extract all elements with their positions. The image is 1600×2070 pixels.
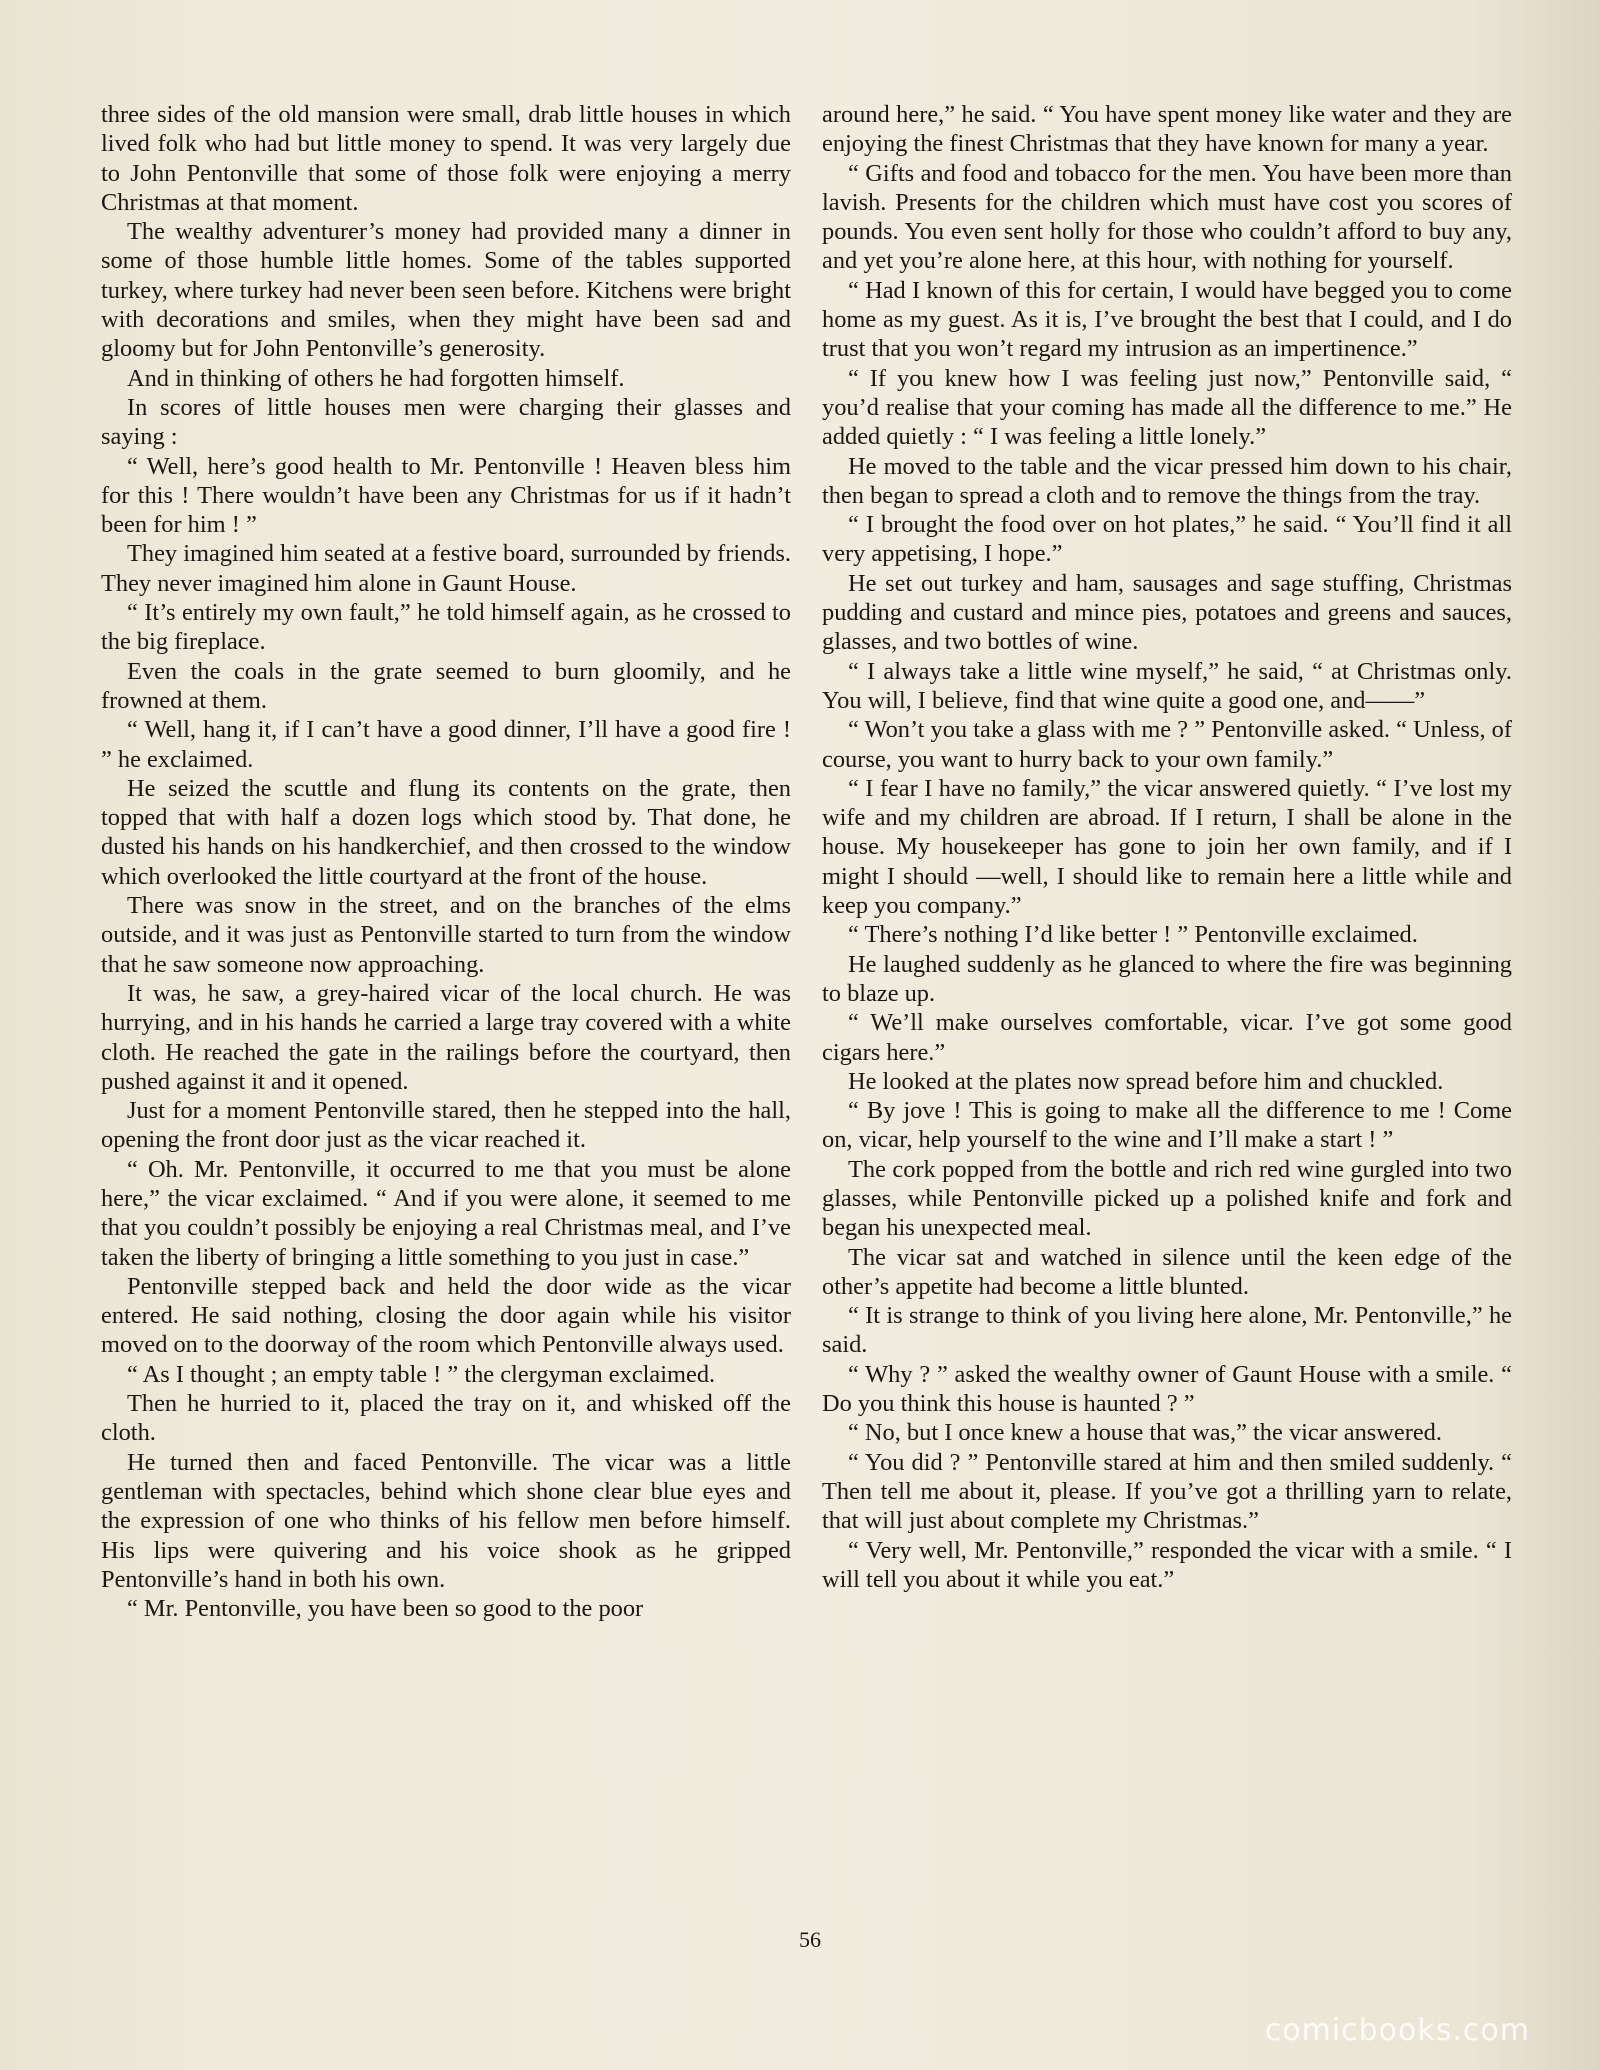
paragraph: Even the coals in the grate seemed to burn gloomily, and he frowned at them. — [101, 657, 791, 714]
paragraph: “ Why ? ” asked the wealthy owner of Gaunt House with a smile. “ Do you think this house is haunted ? ” — [822, 1360, 1512, 1418]
watermark: comicbooks.com — [1264, 2013, 1530, 2048]
paragraph: “ If you knew how I was feeling just now,” Pentonville said, “ you’d realise that your coming has made all the difference to me.” He added quietly : “ I was feeling a little lonely.” — [822, 364, 1512, 451]
paragraph: “ Had I known of this for certain, I would have begged you to come home as my guest. As it is, I’ve brought the best that I could, and I do trust that you won’t regard my intrusion as an impertinence.” — [822, 276, 1512, 363]
paragraph: He looked at the plates now spread before him and chuckled. — [848, 1067, 1444, 1095]
paragraph: It was, he saw, a grey-haired vicar of the local church. He was hurrying, and in his hands he carried a large tray covered with a white cloth. He reached the gate in the railings before the courtyard, then pushed against it and it opened. — [101, 979, 791, 1095]
paragraph: “ Very well, Mr. Pentonville,” responded the vicar with a smile. “ I will tell you about it while you eat.” — [822, 1536, 1512, 1593]
paragraph: “ By jove ! This is going to make all the difference to me ! Come on, vicar, help yourself to the wine and I’ll make a start ! ” — [822, 1097, 1512, 1154]
paragraph: The wealthy adventurer’s money had provided many a dinner in some of those humble little homes. Some of the tables supported turkey, where turkey had never been seen before. Kitchens were bright with decorations and smiles, when they might have been sad and gloomy but for John Pentonville’s generosity. — [101, 218, 791, 363]
paragraph: around here,” he said. “ You have spent money like water and they are enjoying the finest Christmas that they have known for many a year. — [822, 101, 1512, 158]
paragraph: “ Gifts and food and tobacco for the men. You have been more than lavish. Presents for the children which must have cost you scores of pounds. You even sent holly for those who couldn’t afford to buy any, and yet you’re alone here, at this hour, with nothing for yourself. — [822, 159, 1512, 275]
right-text-column — [822, 100, 1512, 1594]
paragraph: They imagined him seated at a festive board, surrounded by friends. They never imagined him alone in Gaunt House. — [101, 540, 791, 597]
paragraph: He set out turkey and ham, sausages and sage stuffing, Christmas pudding and custard and mince pies, potatoes and greens and sauces, glasses, and two bottles of wine. — [822, 569, 1512, 656]
paragraph: three sides of the old mansion were small, drab little houses in which lived folk who had but little money to spend. It was very largely due to John Pentonville that some of those folk were enjoying a merry Christmas at that moment. — [101, 101, 791, 216]
paragraph: The vicar sat and watched in silence until the keen edge of the other’s appetite had become a little blunted. — [822, 1243, 1512, 1300]
paragraph: “ There’s nothing I’d like better ! ” Pentonville exclaimed. — [848, 921, 1418, 949]
paragraph: The cork popped from the bottle and rich red wine gurgled into two glasses, while Pentonville picked up a polished knife and fork and began his unexpected meal. — [822, 1155, 1512, 1242]
paragraph: “ I fear I have no family,” the vicar answered quietly. “ I’ve lost my wife and my children are abroad. If I return, I shall be alone in the house. My housekeeper has gone to join her own family, and if I might I should —well, I should like to remain here a little while and keep you company.” — [822, 774, 1512, 920]
paragraph: “ Well, hang it, if I can’t have a good dinner, I’ll have a good fire ! ” he exclaimed. — [101, 716, 791, 773]
paragraph: “ I brought the food over on hot plates,” he said. “ You’ll find it all very appetising, I hope.” — [822, 511, 1512, 568]
paragraph: Just for a moment Pentonville stared, then he stepped into the hall, opening the front door just as the vicar reached it. — [101, 1097, 791, 1154]
left-text-column — [101, 100, 791, 1623]
paragraph: “ As I thought ; an empty table ! ” the clergyman exclaimed. — [127, 1360, 716, 1388]
paragraph: “ I always take a little wine myself,” he said, “ at Christmas only. You will, I believe, find that wine quite a good one, and——” — [822, 657, 1512, 714]
paragraph: There was snow in the street, and on the branches of the elms outside, and it was just as Pentonville started to turn from the window that he saw someone now approaching. — [101, 892, 791, 978]
paragraph: He laughed suddenly as he glanced to where the fire was beginning to blaze up. — [822, 950, 1512, 1007]
paragraph: He seized the scuttle and flung its contents on the grate, then topped that with half a dozen logs which stood by. That done, he dusted his hands on his handkerchief, and then crossed to the window which overlooked the little courtyard at the front of the house. — [101, 774, 791, 890]
paragraph: Then he hurried to it, placed the tray on it, and whisked off the cloth. — [101, 1390, 791, 1447]
paragraph: In scores of little houses men were charging their glasses and saying : — [101, 393, 791, 451]
paragraph: “ Mr. Pentonville, you have been so good to the poor — [127, 1595, 644, 1623]
paragraph: “ Won’t you take a glass with me ? ” Pentonville asked. “ Unless, of course, you want to hurry back to your own family.” — [822, 716, 1512, 773]
paragraph: “ You did ? ” Pentonville stared at him and then smiled suddenly. “ Then tell me about it, please. If you’ve got a thrilling yarn to relate, that will just about complete my Christmas.” — [822, 1448, 1512, 1535]
paragraph: “ No, but I once knew a house that was,” the vicar answered. — [848, 1419, 1442, 1447]
paragraph: “ Well, here’s good health to Mr. Pentonville ! Heaven bless him for this ! There wouldn’t have been any Christmas for us if it hadn’t been for him ! ” — [101, 452, 791, 539]
paragraph: He moved to the table and the vicar pressed him down to his chair, then began to spread a cloth and to remove the things from the tray. — [822, 452, 1512, 509]
page-number: 56 — [799, 1927, 821, 1952]
paragraph: Pentonville stepped back and held the door wide as the vicar entered. He said nothing, closing the door again while his visitor moved on to the doorway of the room which Pentonville always used. — [101, 1272, 791, 1359]
paragraph: “ Oh. Mr. Pentonville, it occurred to me that you must be alone here,” the vicar exclaimed. “ And if you were alone, it seemed to me that you couldn’t possibly be enjoying a real Christmas meal, and I’ve taken the liberty of bringing a little something to you just in case.” — [101, 1155, 791, 1271]
paragraph: “ We’ll make ourselves comfortable, vicar. I’ve got some good cigars here.” — [822, 1009, 1512, 1066]
paragraph: “ It is strange to think of you living here alone, Mr. Pentonville,” he said. — [822, 1302, 1512, 1359]
paragraph: He turned then and faced Pentonville. The vicar was a little gentleman with spectacles, behind which shone clear blue eyes and the expression of one who thinks of his fellow men before himself. His lips were quivering and his voice shook as he gripped Pentonville’s hand in both his own. — [101, 1448, 791, 1593]
paragraph: And in thinking of others he had forgotten himself. — [127, 364, 625, 392]
paragraph: “ It’s entirely my own fault,” he told himself again, as he crossed to the big fireplace. — [101, 599, 791, 656]
